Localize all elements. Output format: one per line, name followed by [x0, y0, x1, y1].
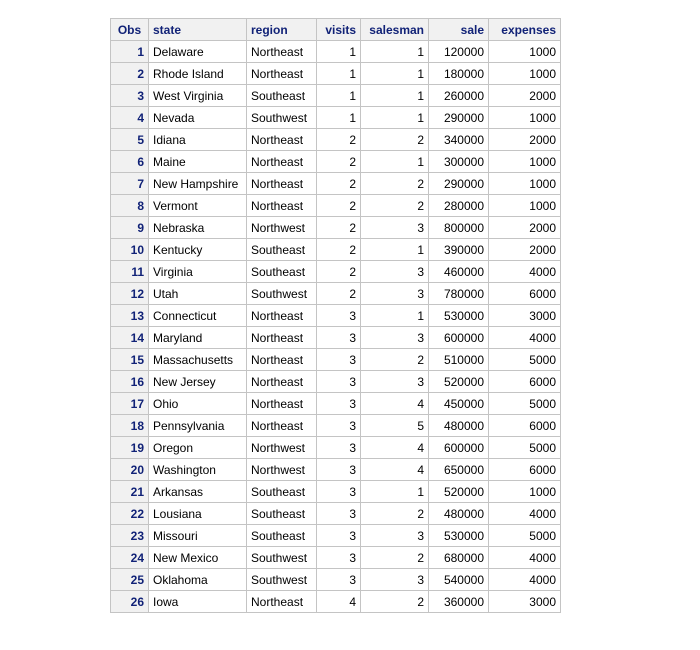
cell-state: Nebraska	[149, 217, 247, 239]
cell-obs: 12	[111, 283, 149, 305]
cell-visits: 3	[317, 393, 361, 415]
cell-salesman: 3	[361, 371, 429, 393]
cell-sale: 260000	[429, 85, 489, 107]
cell-sale: 290000	[429, 173, 489, 195]
cell-expenses: 4000	[489, 261, 561, 283]
cell-region: Southeast	[247, 481, 317, 503]
cell-obs: 11	[111, 261, 149, 283]
cell-expenses: 1000	[489, 151, 561, 173]
cell-state: New Jersey	[149, 371, 247, 393]
cell-obs: 8	[111, 195, 149, 217]
cell-state: Iowa	[149, 591, 247, 613]
cell-region: Southwest	[247, 283, 317, 305]
cell-obs: 23	[111, 525, 149, 547]
cell-obs: 24	[111, 547, 149, 569]
table-row	[111, 151, 561, 173]
cell-expenses: 1000	[489, 195, 561, 217]
cell-salesman: 3	[361, 283, 429, 305]
cell-expenses: 5000	[489, 525, 561, 547]
cell-sale: 360000	[429, 591, 489, 613]
cell-salesman: 2	[361, 591, 429, 613]
cell-sale: 530000	[429, 305, 489, 327]
cell-region: Northwest	[247, 459, 317, 481]
cell-state: Nevada	[149, 107, 247, 129]
cell-state: New Mexico	[149, 547, 247, 569]
cell-salesman: 3	[361, 525, 429, 547]
header-state: state	[149, 19, 247, 41]
cell-visits: 3	[317, 481, 361, 503]
cell-visits: 2	[317, 151, 361, 173]
cell-state: Massachusetts	[149, 349, 247, 371]
cell-obs: 21	[111, 481, 149, 503]
cell-visits: 3	[317, 503, 361, 525]
cell-salesman: 3	[361, 327, 429, 349]
cell-sale: 680000	[429, 547, 489, 569]
cell-state: Ohio	[149, 393, 247, 415]
cell-obs: 19	[111, 437, 149, 459]
cell-sale: 780000	[429, 283, 489, 305]
table-row	[111, 261, 561, 283]
cell-region: Northeast	[247, 591, 317, 613]
cell-expenses: 6000	[489, 283, 561, 305]
table-row	[111, 547, 561, 569]
cell-region: Southwest	[247, 107, 317, 129]
cell-salesman: 3	[361, 217, 429, 239]
cell-obs: 13	[111, 305, 149, 327]
data-table	[110, 18, 561, 613]
cell-expenses: 4000	[489, 503, 561, 525]
cell-expenses: 1000	[489, 173, 561, 195]
cell-obs: 6	[111, 151, 149, 173]
cell-visits: 3	[317, 371, 361, 393]
cell-obs: 1	[111, 41, 149, 63]
cell-state: Kentucky	[149, 239, 247, 261]
table-row	[111, 239, 561, 261]
cell-state: Delaware	[149, 41, 247, 63]
cell-salesman: 5	[361, 415, 429, 437]
cell-state: Maine	[149, 151, 247, 173]
cell-salesman: 2	[361, 195, 429, 217]
cell-state: Maryland	[149, 327, 247, 349]
table-row	[111, 41, 561, 63]
cell-state: Connecticut	[149, 305, 247, 327]
cell-region: Southeast	[247, 85, 317, 107]
cell-salesman: 2	[361, 547, 429, 569]
cell-sale: 530000	[429, 525, 489, 547]
cell-sale: 800000	[429, 217, 489, 239]
cell-region: Northwest	[247, 217, 317, 239]
cell-sale: 480000	[429, 503, 489, 525]
cell-obs: 2	[111, 63, 149, 85]
cell-visits: 3	[317, 525, 361, 547]
cell-state: Rhode Island	[149, 63, 247, 85]
cell-obs: 17	[111, 393, 149, 415]
cell-obs: 7	[111, 173, 149, 195]
cell-obs: 5	[111, 129, 149, 151]
cell-visits: 1	[317, 107, 361, 129]
cell-region: Northeast	[247, 129, 317, 151]
cell-visits: 1	[317, 41, 361, 63]
header-salesman: salesman	[361, 19, 429, 41]
cell-region: Northeast	[247, 393, 317, 415]
cell-expenses: 4000	[489, 547, 561, 569]
header-region: region	[247, 19, 317, 41]
cell-visits: 2	[317, 129, 361, 151]
cell-visits: 2	[317, 173, 361, 195]
table-row	[111, 437, 561, 459]
cell-visits: 2	[317, 217, 361, 239]
cell-state: Washington	[149, 459, 247, 481]
cell-sale: 600000	[429, 327, 489, 349]
cell-sale: 510000	[429, 349, 489, 371]
cell-sale: 300000	[429, 151, 489, 173]
table-body	[111, 41, 561, 613]
cell-region: Northeast	[247, 195, 317, 217]
cell-obs: 18	[111, 415, 149, 437]
cell-visits: 3	[317, 305, 361, 327]
cell-obs: 26	[111, 591, 149, 613]
cell-salesman: 3	[361, 261, 429, 283]
cell-expenses: 5000	[489, 393, 561, 415]
cell-visits: 4	[317, 591, 361, 613]
cell-region: Southwest	[247, 547, 317, 569]
cell-salesman: 1	[361, 107, 429, 129]
cell-state: Pennsylvania	[149, 415, 247, 437]
cell-expenses: 2000	[489, 217, 561, 239]
cell-visits: 1	[317, 63, 361, 85]
cell-obs: 16	[111, 371, 149, 393]
table-row	[111, 327, 561, 349]
cell-salesman: 1	[361, 151, 429, 173]
cell-expenses: 2000	[489, 239, 561, 261]
cell-state: Arkansas	[149, 481, 247, 503]
cell-region: Northeast	[247, 415, 317, 437]
cell-region: Southeast	[247, 525, 317, 547]
cell-visits: 3	[317, 349, 361, 371]
table-row	[111, 503, 561, 525]
cell-region: Northeast	[247, 151, 317, 173]
cell-salesman: 1	[361, 239, 429, 261]
cell-salesman: 4	[361, 393, 429, 415]
cell-sale: 180000	[429, 63, 489, 85]
cell-region: Northeast	[247, 63, 317, 85]
cell-expenses: 1000	[489, 41, 561, 63]
cell-obs: 25	[111, 569, 149, 591]
cell-state: Vermont	[149, 195, 247, 217]
cell-expenses: 1000	[489, 63, 561, 85]
cell-obs: 20	[111, 459, 149, 481]
cell-salesman: 4	[361, 459, 429, 481]
table-row	[111, 481, 561, 503]
cell-visits: 2	[317, 239, 361, 261]
cell-visits: 3	[317, 569, 361, 591]
table-row	[111, 63, 561, 85]
cell-expenses: 2000	[489, 85, 561, 107]
cell-sale: 480000	[429, 415, 489, 437]
cell-obs: 10	[111, 239, 149, 261]
table-row	[111, 195, 561, 217]
cell-sale: 120000	[429, 41, 489, 63]
cell-obs: 3	[111, 85, 149, 107]
table-row	[111, 305, 561, 327]
table-row	[111, 371, 561, 393]
cell-sale: 450000	[429, 393, 489, 415]
cell-expenses: 2000	[489, 129, 561, 151]
cell-sale: 520000	[429, 371, 489, 393]
cell-salesman: 4	[361, 437, 429, 459]
cell-state: Oregon	[149, 437, 247, 459]
cell-expenses: 1000	[489, 107, 561, 129]
cell-state: Utah	[149, 283, 247, 305]
cell-visits: 2	[317, 283, 361, 305]
cell-salesman: 1	[361, 481, 429, 503]
cell-sale: 520000	[429, 481, 489, 503]
cell-expenses: 1000	[489, 481, 561, 503]
table-header-row	[111, 19, 561, 41]
cell-visits: 3	[317, 415, 361, 437]
cell-sale: 280000	[429, 195, 489, 217]
cell-expenses: 6000	[489, 371, 561, 393]
cell-region: Northwest	[247, 437, 317, 459]
cell-obs: 4	[111, 107, 149, 129]
cell-expenses: 5000	[489, 437, 561, 459]
cell-visits: 3	[317, 437, 361, 459]
table-row	[111, 283, 561, 305]
cell-expenses: 6000	[489, 459, 561, 481]
cell-state: West Virginia	[149, 85, 247, 107]
cell-state: Missouri	[149, 525, 247, 547]
cell-region: Southeast	[247, 503, 317, 525]
cell-salesman: 1	[361, 41, 429, 63]
cell-salesman: 3	[361, 569, 429, 591]
cell-visits: 2	[317, 261, 361, 283]
cell-salesman: 1	[361, 63, 429, 85]
cell-state: Oklahoma	[149, 569, 247, 591]
cell-region: Southeast	[247, 261, 317, 283]
cell-sale: 390000	[429, 239, 489, 261]
cell-sale: 290000	[429, 107, 489, 129]
table-row	[111, 591, 561, 613]
cell-obs: 22	[111, 503, 149, 525]
cell-visits: 3	[317, 547, 361, 569]
header-sale: sale	[429, 19, 489, 41]
cell-expenses: 6000	[489, 415, 561, 437]
cell-obs: 15	[111, 349, 149, 371]
cell-expenses: 4000	[489, 327, 561, 349]
cell-obs: 14	[111, 327, 149, 349]
cell-sale: 340000	[429, 129, 489, 151]
cell-sale: 600000	[429, 437, 489, 459]
table-row	[111, 393, 561, 415]
table-row	[111, 107, 561, 129]
cell-salesman: 2	[361, 503, 429, 525]
table-row	[111, 525, 561, 547]
header-visits: visits	[317, 19, 361, 41]
cell-region: Northeast	[247, 371, 317, 393]
cell-state: Lousiana	[149, 503, 247, 525]
table-row	[111, 569, 561, 591]
cell-state: New Hampshire	[149, 173, 247, 195]
cell-region: Southwest	[247, 569, 317, 591]
cell-expenses: 3000	[489, 591, 561, 613]
cell-salesman: 2	[361, 173, 429, 195]
cell-region: Northeast	[247, 173, 317, 195]
table-row	[111, 85, 561, 107]
cell-region: Northeast	[247, 349, 317, 371]
header-expenses: expenses	[489, 19, 561, 41]
cell-region: Northeast	[247, 41, 317, 63]
cell-salesman: 2	[361, 129, 429, 151]
cell-sale: 460000	[429, 261, 489, 283]
cell-expenses: 4000	[489, 569, 561, 591]
cell-region: Southeast	[247, 239, 317, 261]
cell-visits: 2	[317, 195, 361, 217]
table-row	[111, 415, 561, 437]
table-row	[111, 459, 561, 481]
cell-expenses: 5000	[489, 349, 561, 371]
cell-obs: 9	[111, 217, 149, 239]
cell-state: Idiana	[149, 129, 247, 151]
cell-sale: 540000	[429, 569, 489, 591]
table-row	[111, 129, 561, 151]
cell-region: Northeast	[247, 327, 317, 349]
cell-salesman: 2	[361, 349, 429, 371]
cell-state: Virginia	[149, 261, 247, 283]
cell-region: Northeast	[247, 305, 317, 327]
table-row	[111, 217, 561, 239]
cell-salesman: 1	[361, 85, 429, 107]
cell-expenses: 3000	[489, 305, 561, 327]
cell-visits: 3	[317, 327, 361, 349]
table-row	[111, 173, 561, 195]
table-row	[111, 349, 561, 371]
header-obs: Obs	[111, 19, 149, 41]
cell-salesman: 1	[361, 305, 429, 327]
cell-visits: 3	[317, 459, 361, 481]
cell-visits: 1	[317, 85, 361, 107]
cell-sale: 650000	[429, 459, 489, 481]
